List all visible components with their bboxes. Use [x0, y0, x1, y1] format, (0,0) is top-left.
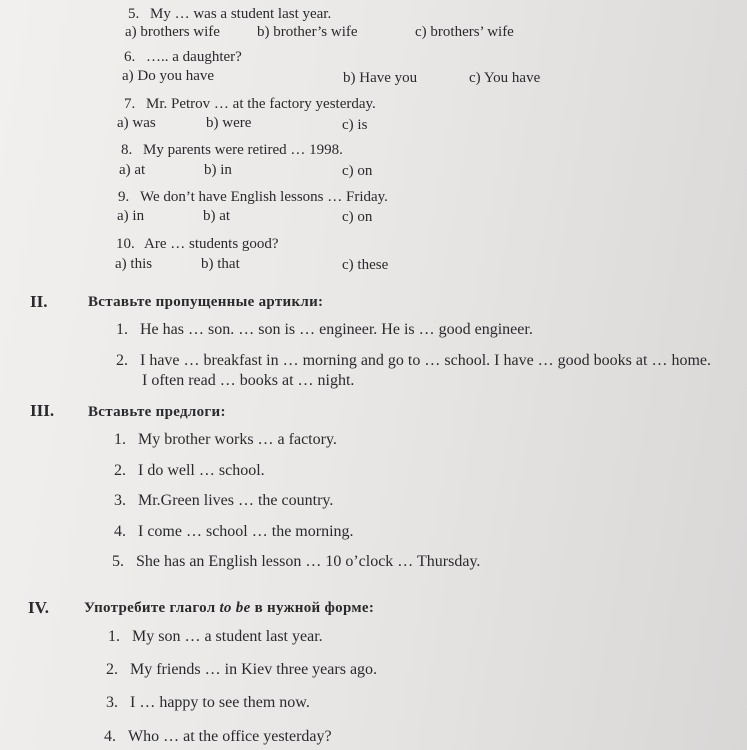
option-b: b) in [204, 162, 232, 178]
option-a: a) in [117, 208, 145, 224]
section-3-item-3: 3. Mr.Green lives … the country. [114, 492, 334, 509]
option-a: a) was [117, 115, 156, 131]
option-b: b) at [203, 208, 231, 224]
option-a: a) at [119, 162, 146, 178]
section-3-item-5: 5. She has an English lesson … 10 o’clock … Thursday. [112, 553, 481, 570]
section-2-title: Вставьте пропущенные артикли: [88, 294, 324, 310]
question-text: 10. Are … students good? [116, 236, 279, 252]
option-c: c) on [342, 209, 373, 225]
question-text: 6. ….. a daughter? [124, 49, 242, 65]
option-b: b) were [206, 115, 252, 131]
question-text: 5. My … was a student last year. [128, 6, 332, 22]
section-2-item-2-continued: I often read … books at … night. [142, 372, 355, 389]
option-c: c) is [342, 117, 368, 133]
option-c: c) brothers’ wife [415, 24, 514, 40]
section-4-item-4: 4. Who … at the office yesterday? [104, 728, 332, 745]
section-4-number: IV. [28, 598, 49, 617]
section-3-item-2: 2. I do well … school. [114, 462, 265, 479]
option-a: a) Do you have [122, 68, 215, 84]
section-4-title: Употребите глагол to be в нужной форме: [84, 600, 375, 616]
question-text: 7. Mr. Petrov … at the factory yesterday. [124, 96, 376, 112]
section-3-item-1: 1. My brother works … a factory. [114, 431, 337, 448]
section-4-item-2: 2. My friends … in Kiev three years ago. [106, 661, 378, 678]
section-3-number: III. [30, 401, 55, 420]
option-b: b) brother’s wife [257, 24, 358, 40]
section-3-title: Вставьте предлоги: [88, 404, 226, 420]
option-c: c) on [342, 163, 373, 179]
option-c: c) You have [469, 70, 541, 86]
question-text: 9. We don’t have English lessons … Friday. [118, 189, 388, 205]
section-3-item-4: 4. I come … school … the morning. [114, 523, 354, 540]
section-2-number: II. [30, 292, 48, 311]
section-4-item-3: 3. I … happy to see them now. [106, 694, 310, 711]
question-text: 8. My parents were retired … 1998. [121, 142, 343, 158]
option-a: a) this [115, 256, 153, 272]
option-c: c) these [342, 257, 389, 273]
option-b: b) Have you [343, 70, 418, 86]
option-b: b) that [201, 256, 240, 272]
section-2-item-1: 1. He has … son. … son is … engineer. He is … good engineer. [116, 321, 533, 338]
section-4-item-1: 1. My son … a student last year. [108, 628, 323, 645]
section-2-item-2: 2. I have … breakfast in … morning and go to … school. I have … good books at … home. [116, 352, 711, 369]
option-a: a) brothers wife [125, 24, 220, 40]
